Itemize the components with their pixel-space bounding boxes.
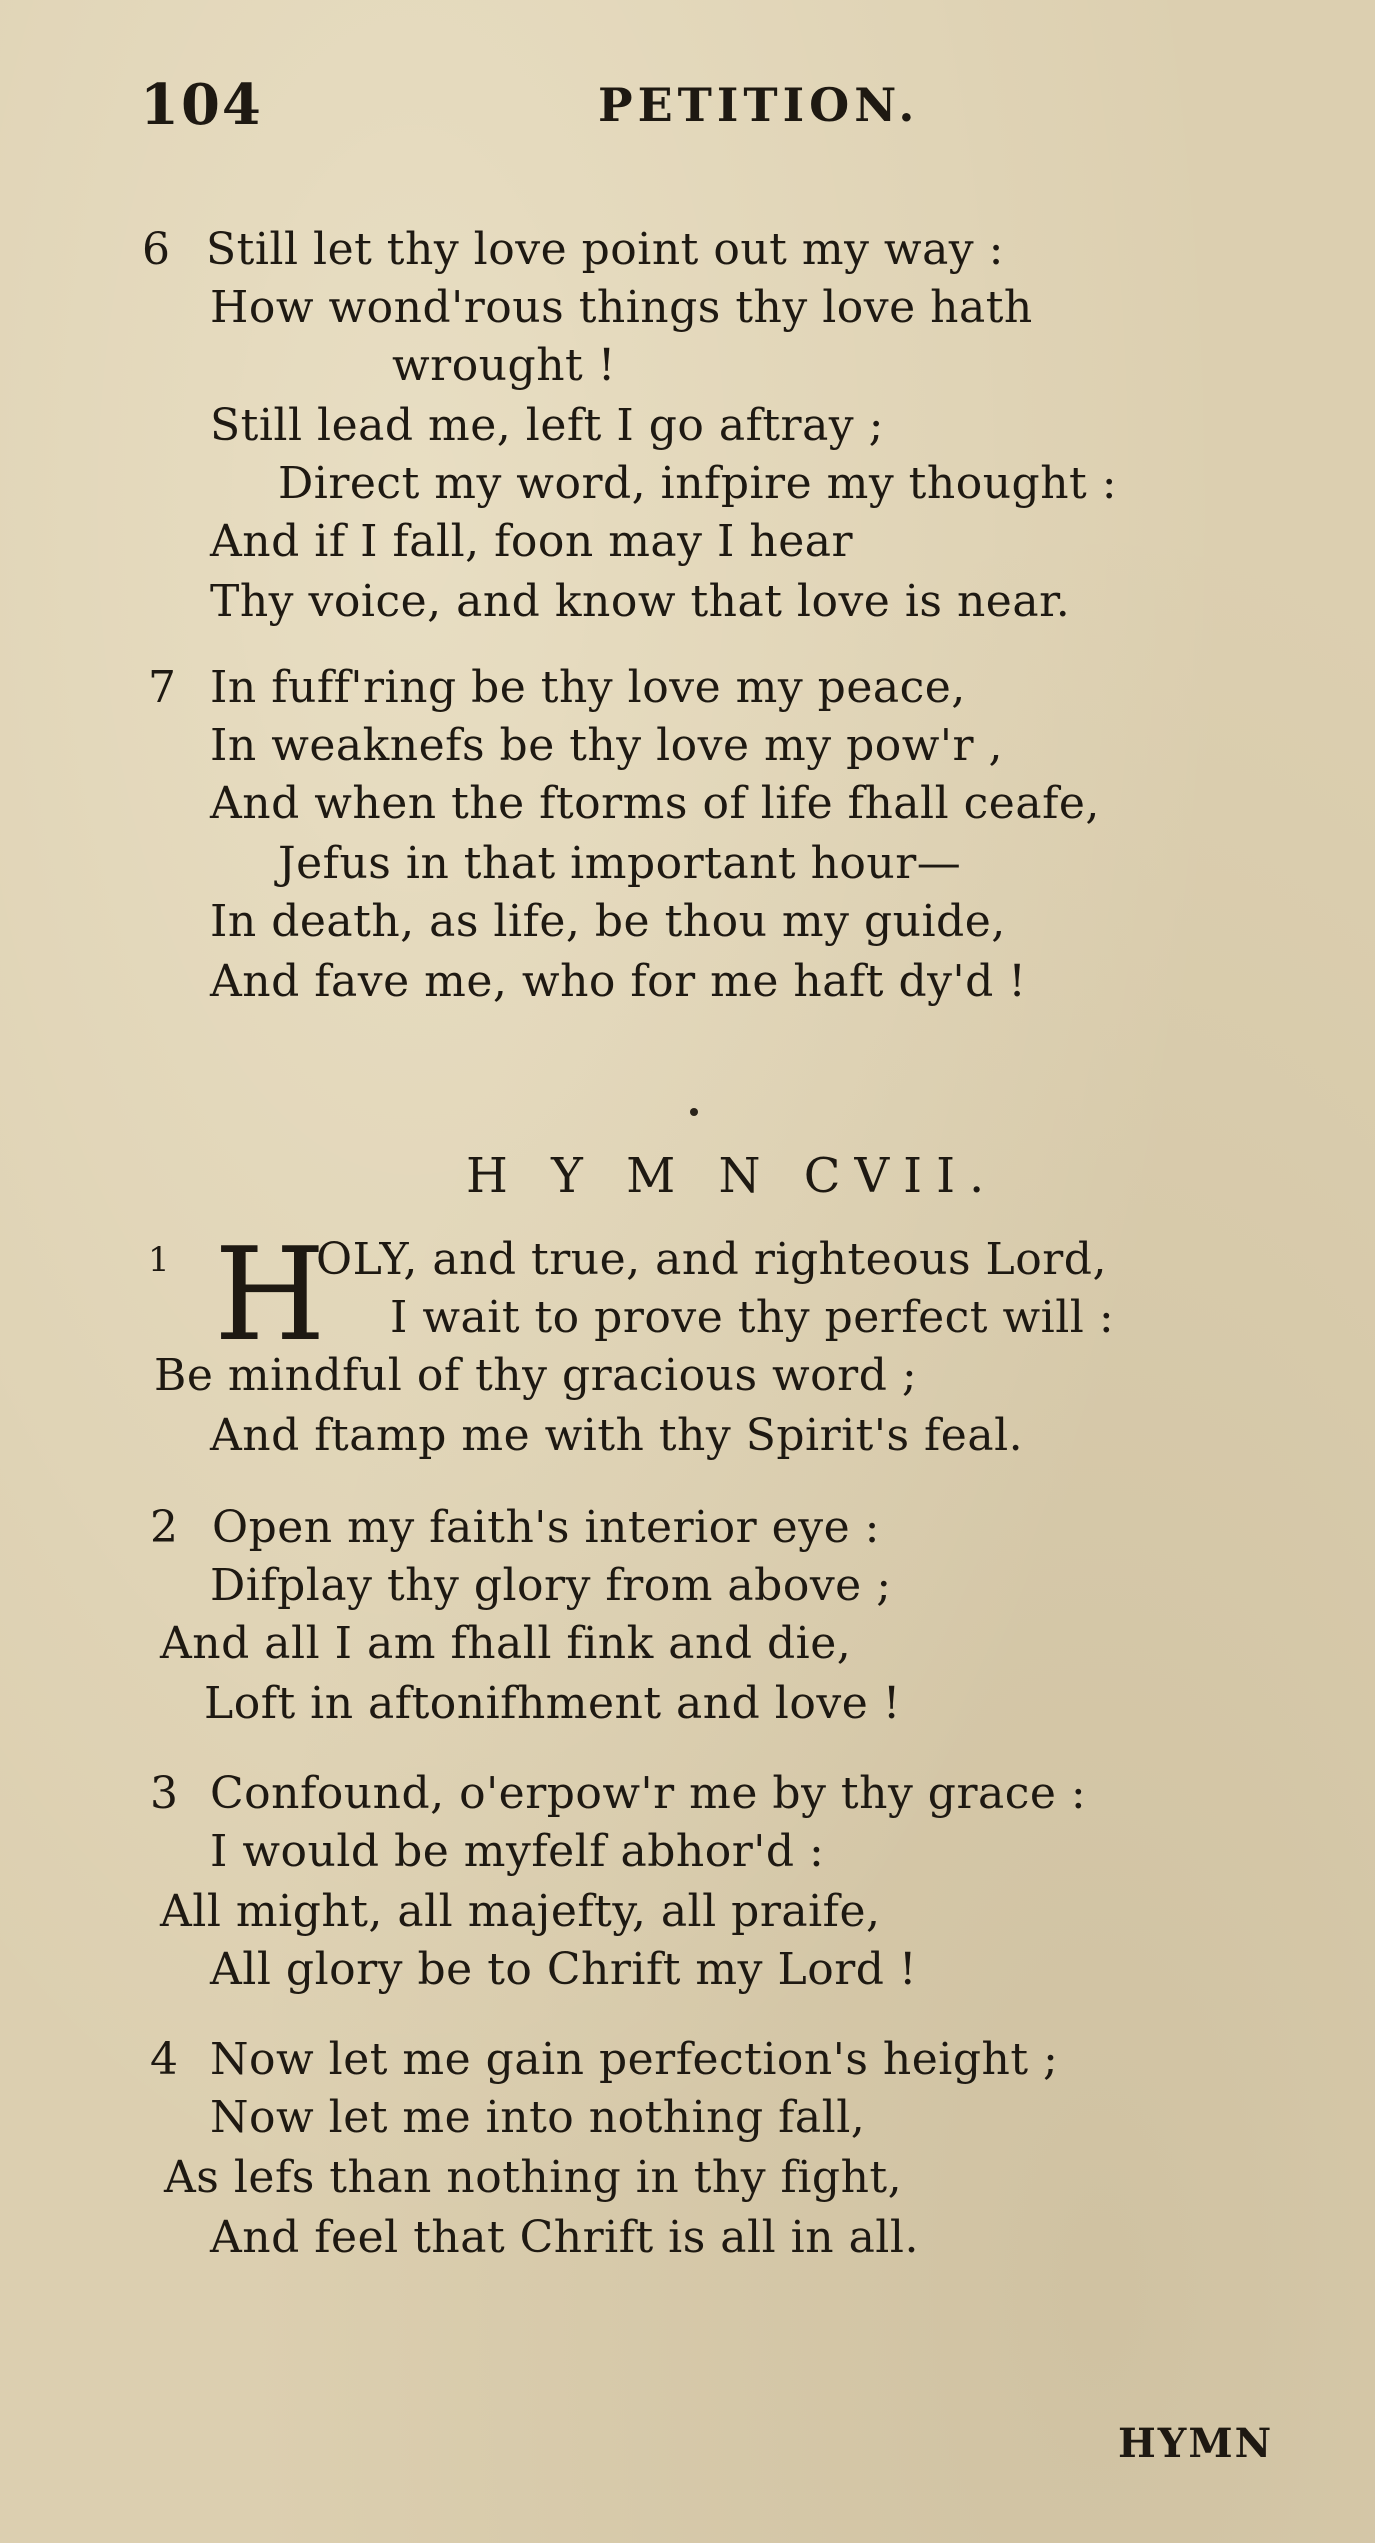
stanza-number: 3 [150, 1768, 178, 1819]
verse-line: As lefs than nothing in thy fight, [164, 2152, 903, 2203]
verse-line: Loft in aftonifhment and love ! [204, 1678, 901, 1729]
stanza-number: 2 [150, 1502, 178, 1553]
verse-line: All glory be to Chrift my Lord ! [210, 1944, 918, 1995]
stanza-number: 6 [142, 224, 170, 275]
page-number: 104 [140, 72, 263, 138]
verse-line: Now let me gain perfection's height ; [210, 2034, 1059, 2085]
hymn-title: H Y M N CVII. [466, 1148, 999, 1204]
verse-line: And if I fall, foon may I hear [210, 516, 854, 567]
verse-line: In death, as life, be thou my guide, [210, 896, 1006, 947]
verse-line: Open my faith's interior eye : [212, 1502, 880, 1553]
stanza-number: 7 [148, 662, 176, 713]
verse-line: And feel that Chrift is all in all. [210, 2212, 919, 2263]
verse-line: Be mindful of thy gracious word ; [154, 1350, 918, 1401]
verse-line: Confound, o'erpow'r me by thy grace : [210, 1768, 1087, 1819]
catchword: HYMN [1118, 2420, 1274, 2467]
verse-line: All might, all majefty, all praife, [160, 1886, 881, 1937]
verse-line: Thy voice, and know that love is near. [210, 576, 1071, 627]
stanza-number: 4 [150, 2034, 178, 2085]
verse-line: Now let me into nothing fall, [210, 2092, 866, 2143]
verse-line: And fave me, who for me haft dy'd ! [210, 956, 1027, 1007]
verse-line: I wait to prove thy perfect will : [390, 1292, 1115, 1343]
verse-line: In weaknefs be thy love my pow'r , [210, 720, 1004, 771]
verse-line: And ftamp me with thy Spirit's feal. [210, 1410, 1024, 1461]
page-header [0, 72, 1375, 142]
printers-ornament [690, 1108, 698, 1116]
verse-line: How wond'rous things thy love hath [210, 282, 1033, 333]
verse-line: Still lead me, left I go aftray ; [210, 400, 884, 451]
running-head: PETITION. [598, 78, 920, 132]
verse-line: And when the ftorms of life fhall ceafe, [210, 778, 1100, 829]
stanza-number: 1 [148, 1240, 170, 1280]
verse-line: And all I am fhall fink and die, [160, 1618, 852, 1669]
verse-line: Direct my word, infpire my thought : [278, 458, 1118, 509]
verse-line: wrought ! [392, 340, 616, 391]
verse-line: Difplay thy glory from above ; [210, 1560, 892, 1611]
verse-line: OLY, and true, and righteous Lord, [316, 1234, 1107, 1285]
verse-line: I would be myfelf abhor'd : [210, 1826, 825, 1877]
verse-line: Still let thy love point out my way : [206, 224, 1004, 275]
verse-line: Jefus in that important hour— [278, 838, 962, 889]
drop-cap: H [214, 1221, 326, 1370]
verse-line: In fuff'ring be thy love my peace, [210, 662, 966, 713]
